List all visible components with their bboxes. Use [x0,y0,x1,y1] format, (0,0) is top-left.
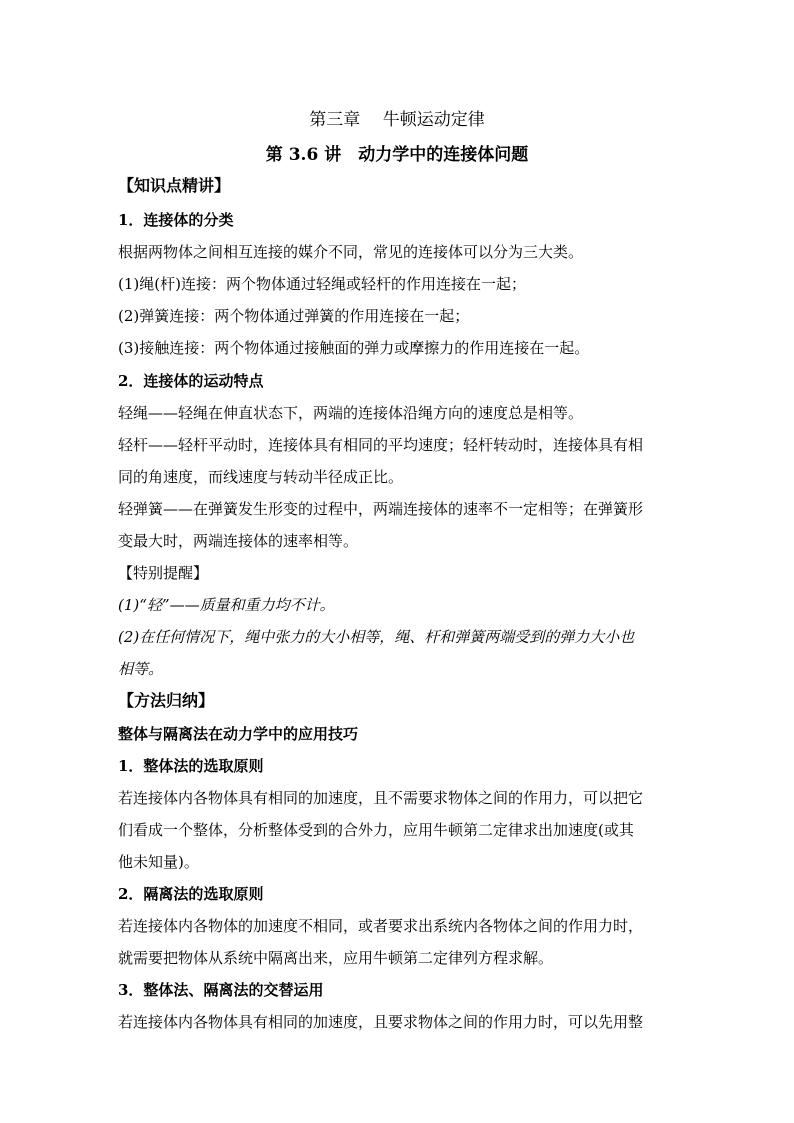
item2-rod-line2: 同的角速度，而线速度与转动半径成正比。 [118,468,404,486]
item2-spring-line1: 轻弹簧——在弹簧发生形变的过程中，两端连接体的速率不一定相等；在弹簧形 [118,500,644,518]
lecture-title: 第 3.6 讲 动力学中的连接体问题 [265,145,529,165]
reminder-line2-part2: 相等。 [118,660,164,678]
reminder-line1: (1)“轻”——质量和重力均不计。 [118,596,335,614]
chapter-title: 第三章 牛顿运动定律 [309,110,485,130]
method-subtitle: 整体与隔离法在动力学中的应用技巧 [118,725,359,743]
item1-b: (2)弹簧连接：两个物体通过弹簧的作用连接在一起； [118,307,470,325]
method1-line3: 他未知量)。 [118,853,199,871]
method-heading: 【方法归纳】 [118,691,215,710]
item2-title: 2．连接体的运动特点 [118,372,264,390]
item2-spring-line2: 变最大时，两端连接体的速率相等。 [118,532,359,550]
method1-line1: 若连接体内各物体具有相同的加速度，且不需要求物体之间的作用力，可以把它 [118,789,644,807]
item2-rope: 轻绳——轻绳在伸直状态下，两端的连接体沿绳方向的速度总是相等。 [118,404,584,422]
method2-title: 2．隔离法的选取原则 [118,885,264,903]
item1-c: (3)接触连接：两个物体通过接触面的弹力或摩擦力的作用连接在一起。 [118,339,590,357]
method2-line2: 就需要把物体从系统中隔离出来，应用牛顿第二定律列方程求解。 [118,949,554,967]
method1-line2: 们看成一个整体，分析整体受到的合外力，应用牛顿第二定律求出加速度(或其 [118,821,634,839]
item2-rod-line1: 轻杆——轻杆平动时，连接体具有相同的平均速度；轻杆转动时，连接体具有相 [118,436,644,454]
item1-title: 1．连接体的分类 [118,211,234,229]
method3-title: 3．整体法、隔离法的交替运用 [118,981,324,999]
method2-line1: 若连接体内各物体的加速度不相同，或者要求出系统内各物体之间的作用力时， [118,917,644,935]
item1-intro: 根据两物体之间相互连接的媒介不同，常见的连接体可以分为三大类。 [118,243,584,261]
method1-title: 1．整体法的选取原则 [118,757,264,775]
method3-line1: 若连接体内各物体具有相同的加速度，且要求物体之间的作用力时，可以先用整 [118,1013,644,1031]
item1-a: (1)绳(杆)连接：两个物体通过轻绳或轻杆的作用连接在一起； [118,275,526,293]
reminder-line2-part1: (2)在任何情况下，绳中张力的大小相等，绳、杆和弹簧两端受到的弹力大小也 [118,628,635,646]
knowledge-heading: 【知识点精讲】 [118,176,231,195]
reminder-heading: 【特别提醒】 [118,564,209,582]
